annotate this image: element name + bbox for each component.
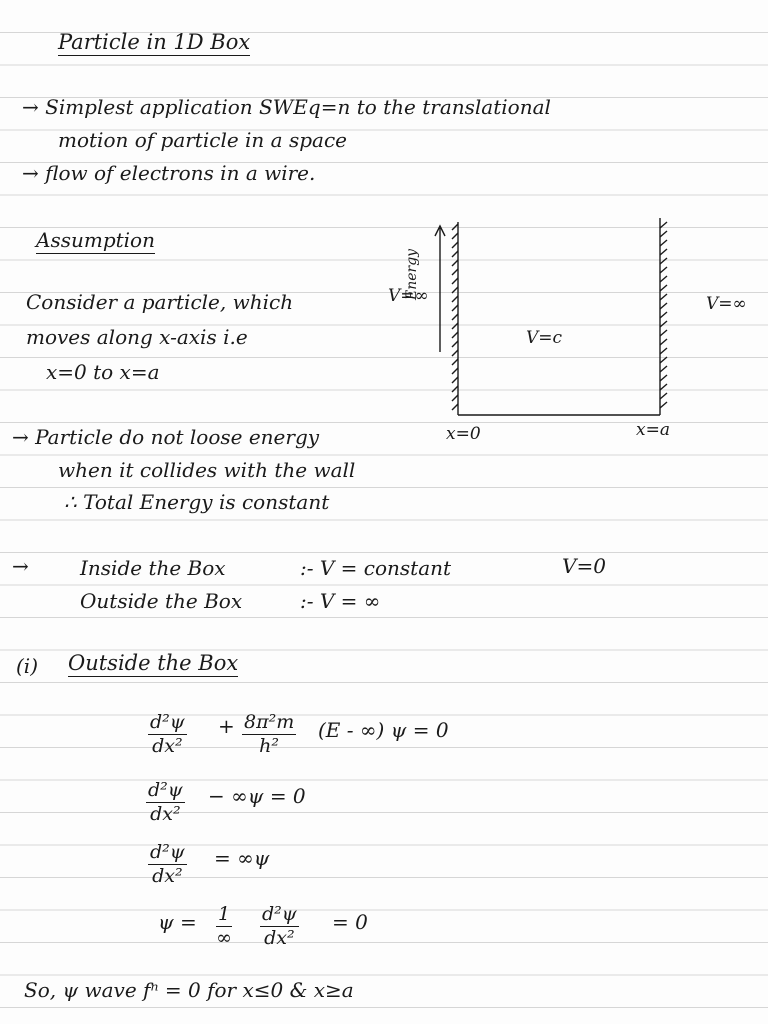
eq2-rest: − ∞ψ = 0 bbox=[208, 784, 306, 808]
wall-hatch-mark bbox=[452, 251, 458, 257]
wall-hatch-mark bbox=[452, 395, 458, 401]
wall-hatch-mark bbox=[452, 359, 458, 365]
energy-note-2: when it collides with the wall bbox=[58, 458, 356, 482]
eq1-denominator: dx² bbox=[152, 734, 183, 757]
eq1-numerator: d²ψ bbox=[150, 711, 185, 733]
assumption-line-3: x=0 to x=a bbox=[46, 360, 160, 384]
wall-hatch-mark bbox=[452, 377, 458, 383]
wall-hatch-mark bbox=[452, 404, 458, 410]
wall-hatch-mark bbox=[452, 323, 458, 329]
wall-hatch-mark bbox=[660, 249, 667, 255]
eq2-numerator: d²ψ bbox=[148, 779, 183, 801]
wall-hatch-mark bbox=[452, 341, 458, 347]
wall-hatch-mark bbox=[660, 321, 667, 327]
wall-hatch-mark bbox=[660, 312, 667, 318]
inside-box-value: :- V = constant bbox=[300, 556, 452, 580]
wall-hatch-mark bbox=[452, 332, 458, 338]
wall-hatch-mark bbox=[452, 368, 458, 374]
eq4-fraction-1 bbox=[216, 904, 232, 950]
conclusion-line: So, ψ wave fⁿ = 0 for x≤0 & x≥a bbox=[24, 978, 354, 1002]
wall-hatch-mark bbox=[660, 276, 667, 282]
intro-line-1: → Simplest application SWEq=n to the translational bbox=[22, 95, 551, 119]
eq3-denominator: dx² bbox=[152, 864, 183, 887]
wall-hatch-mark bbox=[660, 348, 667, 354]
assumption-heading: Assumption bbox=[36, 228, 155, 252]
outside-box-label: Outside the Box bbox=[80, 589, 243, 613]
wall-hatch-mark bbox=[452, 386, 458, 392]
eq3-rest: = ∞ψ bbox=[214, 846, 270, 870]
eq3-lhs-fraction bbox=[148, 842, 187, 888]
section-marker: (i) bbox=[16, 654, 39, 678]
wall-hatch-mark bbox=[660, 393, 667, 399]
energy-arrow bbox=[435, 226, 445, 352]
wall-hatch-mark bbox=[452, 233, 458, 239]
eq4-f1-numerator: 1 bbox=[218, 903, 231, 925]
v-left-label: V=∞ bbox=[388, 286, 429, 306]
eq4-rest: = 0 bbox=[332, 910, 368, 934]
energy-note-3: ∴ Total Energy is constant bbox=[64, 490, 330, 514]
eq1-rest: (E - ∞) ψ = 0 bbox=[318, 718, 449, 742]
energy-axis-label: Energy bbox=[404, 248, 420, 300]
wall-hatch-mark bbox=[452, 278, 458, 284]
eq4-fraction-2 bbox=[260, 904, 299, 950]
wall-hatch-mark bbox=[660, 294, 667, 300]
eq2-lhs-fraction bbox=[146, 780, 185, 826]
assumption-line-1: Consider a particle, which bbox=[26, 290, 294, 314]
inside-box-extra: V=0 bbox=[562, 554, 606, 578]
potential-arrow: → bbox=[12, 554, 29, 578]
right-wall bbox=[660, 218, 667, 415]
wall-hatch-mark bbox=[660, 339, 667, 345]
outside-box-value: :- V = ∞ bbox=[300, 589, 381, 613]
assumption-line-2: moves along x-axis i.e bbox=[26, 325, 248, 349]
eq1-coef-denominator: h² bbox=[259, 734, 280, 757]
wall-hatch-mark bbox=[660, 357, 667, 363]
eq1-plus: + bbox=[218, 714, 235, 738]
eq1-coef-numerator: 8π²m bbox=[244, 711, 295, 733]
x-a-label: x=a bbox=[636, 420, 670, 440]
wall-hatch-mark bbox=[452, 305, 458, 311]
intro-line-2: motion of particle in a space bbox=[58, 128, 347, 152]
wall-hatch-mark bbox=[660, 285, 667, 291]
x-zero-label: x=0 bbox=[446, 424, 481, 444]
wall-hatch-mark bbox=[452, 296, 458, 302]
left-wall bbox=[452, 222, 458, 415]
wall-hatch-mark bbox=[660, 231, 667, 237]
inside-box-label: Inside the Box bbox=[80, 556, 226, 580]
eq1-coefficient-fraction bbox=[242, 712, 296, 758]
eq4-f2-denominator: dx² bbox=[264, 926, 295, 949]
wall-hatch-mark bbox=[660, 222, 667, 228]
intro-line-3: → flow of electrons in a wire. bbox=[22, 161, 316, 185]
wall-hatch-mark bbox=[452, 224, 458, 230]
wall-hatch-mark bbox=[660, 258, 667, 264]
eq2-denominator: dx² bbox=[150, 802, 181, 825]
wall-hatch-mark bbox=[452, 314, 458, 320]
page-title: Particle in 1D Box bbox=[58, 30, 251, 54]
eq1-lhs-fraction bbox=[148, 712, 187, 758]
wall-hatch-mark bbox=[452, 242, 458, 248]
v-inside-label: V=c bbox=[526, 328, 563, 348]
energy-note-1: → Particle do not loose energy bbox=[12, 425, 320, 449]
wall-hatch-mark bbox=[660, 267, 667, 273]
eq4-f2-numerator: d²ψ bbox=[262, 903, 297, 925]
wall-hatch-mark bbox=[660, 240, 667, 246]
wall-hatch-mark bbox=[660, 402, 667, 408]
section-heading: Outside the Box bbox=[68, 651, 239, 675]
wall-hatch-mark bbox=[452, 269, 458, 275]
eq4-lhs: ψ = bbox=[158, 910, 197, 934]
wall-hatch-mark bbox=[452, 287, 458, 293]
wall-hatch-mark bbox=[452, 350, 458, 356]
wall-hatch-mark bbox=[660, 384, 667, 390]
wall-hatch-mark bbox=[660, 330, 667, 336]
eq3-numerator: d²ψ bbox=[150, 841, 185, 863]
v-right-label: V=∞ bbox=[706, 294, 747, 314]
eq4-f1-denominator: ∞ bbox=[216, 926, 232, 949]
wall-hatch-mark bbox=[660, 375, 667, 381]
wall-hatch-mark bbox=[452, 260, 458, 266]
wall-hatch-mark bbox=[660, 303, 667, 309]
wall-hatch-mark bbox=[660, 366, 667, 372]
